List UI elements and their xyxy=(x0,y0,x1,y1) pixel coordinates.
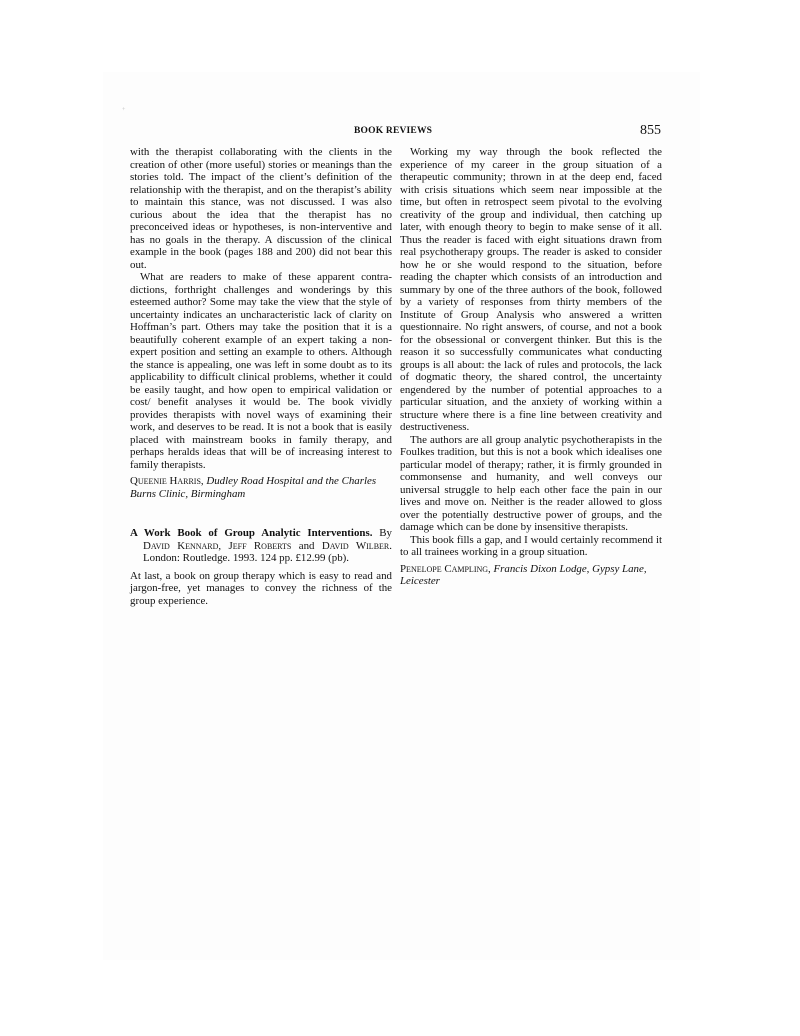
reviewer-signature: Queenie Harris, Dudley Road Hospital and the Charles Burns Clinic, Birmingham xyxy=(130,475,377,500)
by-label: By xyxy=(379,527,392,539)
book-author: David Kennard xyxy=(143,539,219,552)
left-column xyxy=(130,146,392,607)
reviewer-signature: Penelope Campling, Francis Dixon Lodge, Gypsy Lane, Leicester xyxy=(400,562,647,587)
running-title: BOOK REVIEWS xyxy=(354,126,433,136)
paragraph: What are readers to make of these apparent contradictions, forthright challenges and wonderings by this esteemed author? Some may take the view that the style of uncertainty indicates an uncharacteristic lack of clarity on Hoffman’s part. Others may take the position that it is a beautifully coherent example of an expert taking a non-expert position and setting an example to others. Although the stance is appealing, one was left in some doubt as to its applicability to difficult clinical problems, whether it could be easily taught, and how open to empirical validation or cost/ benefit analyses it would be. The book vividly provides therapists with novel ways of examining their work, and deserves to be read. It is not a book that is easily placed with mainstream books in family therapy, and perhaps heralds ideas that will be of increasing interest to family therapists. xyxy=(130,271,392,471)
book-title: A Work Book of Group Analytic Interventions. xyxy=(130,527,373,539)
reviewer-affiliation: Dudley Road Hospital and the Charles Burns Clinic, Birmingham xyxy=(130,475,377,500)
book-author: Jeff Roberts xyxy=(228,539,292,552)
reviewer-name: Penelope Campling xyxy=(400,562,489,575)
book-author: David Wilber xyxy=(321,539,390,552)
review-citation: A Work Book of Group Analytic Interventions. By David Kennard, Jeff Roberts and David Wilber. London: Routledge. 1993. 124 pp. £12.99 (pb). xyxy=(130,527,392,564)
review-opening: At last, a book on group therapy which is easy to read and jargon-free, yet manages to convey the richness of the group experience. xyxy=(130,569,392,607)
right-column xyxy=(400,146,662,588)
continued-paragraph: with the therapist collaborating with the clients in the creation of other (more useful) stories or meanings than the stories told. The impact of the client’s definition of the relationship with the therapist, and on the therapist’s ability to maintain this stance, was not discussed. I was also curious about the idea that the therapist has no preconceived ideas or hypotheses, is non-interventive and has no goals in the therapy. A discussion of the clinical example in the book (pages 188 and 200) did not bear this out. xyxy=(130,146,392,271)
running-header xyxy=(128,125,661,141)
publication-details: London: Routledge. 1993. 124 pp. £12.99 (pb). xyxy=(143,552,349,564)
reviewer-name: Queenie Harris xyxy=(130,475,201,487)
paragraph: This book fills a gap, and I would certainly recommend it to all trainees working in a group situation. xyxy=(400,533,662,558)
paragraph: Working my way through the book reflected the experience of my career in the group situation of a therapeutic community; thrown in at the deep end, faced with crisis situations which seem near impossible at the time, but often in retrospect seem pivotal to the evolving creativity of the group and individual, then catching up later, with enough theory to begin to make sense of it all. Thus the reader is faced with eight situations drawn from real psychotherapy groups. The reader is asked to consider how he or she would respond to the situation, before reading the chapter which consists of an introduction and summary by one of the three authors of the book, followed by a variety of responses from thirty members of the Institute of Group Analysis who answered a written questionnaire. No right answers, of course, and not a book for the obsessional or convergent thinker. But this is the reason it so successfully communicates what conducting groups is all about: the lack of rules and protocols, the lack of dogmatic theory, the shared control, the uncertainty engendered by the number of potential approaches to a particular situation, and the anxiety of working within a structure where there is a fine line between creativity and destructiveness. xyxy=(400,146,662,433)
and-label: and xyxy=(298,539,315,552)
paragraph: The authors are all group analytic psychotherapists in the Foulkes tradition, but this is not a book which idealises one particular model of therapy; rather, it is firmly grounded in commonsense and humanity, and well conveys our universal struggle to help each other face the pain in our lives and move on. Neither is the reader allowed to gloss over the potentially destructive power of groups, and the damage which can be done by insensitive therapists. xyxy=(400,433,662,533)
reviewer-affiliation: Francis Dixon Lodge, Gypsy Lane, Leicester xyxy=(400,562,647,587)
scan-mark: + xyxy=(122,107,126,113)
page-number: 855 xyxy=(640,123,661,138)
